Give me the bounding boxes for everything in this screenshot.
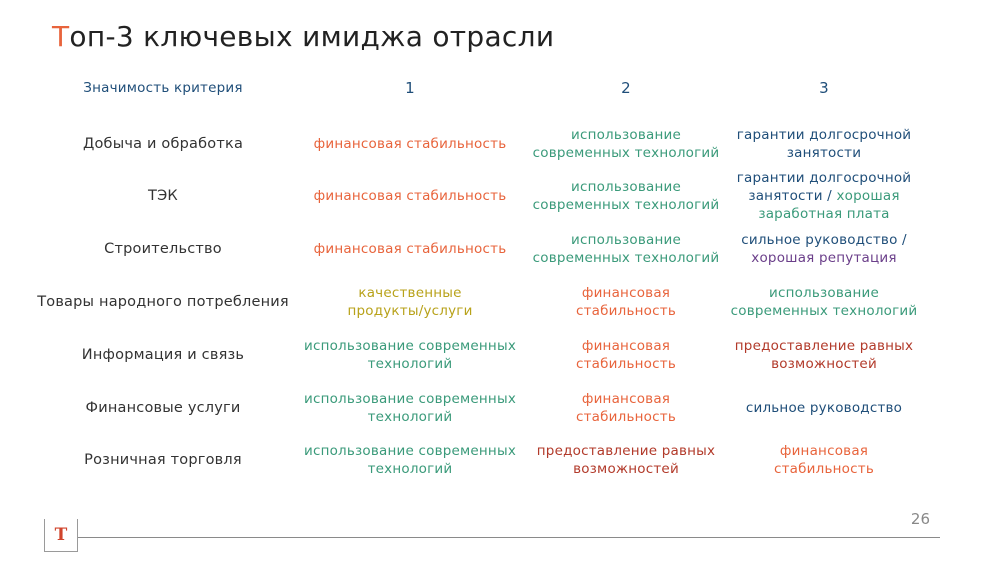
table-row bbox=[30, 223, 930, 275]
title-first-letter: Т bbox=[52, 20, 70, 53]
rank-3-line: занятости bbox=[786, 145, 862, 161]
rank-1-line: использование современных bbox=[303, 391, 517, 407]
rank-2-value bbox=[526, 223, 726, 275]
page-title bbox=[52, 20, 554, 53]
table-row bbox=[30, 434, 930, 486]
footer-divider bbox=[60, 537, 940, 538]
rank-3-line: гарантии долгосрочной bbox=[736, 170, 912, 186]
industry-label: ТЭК bbox=[148, 188, 178, 204]
rank-2-line: современных технологий bbox=[532, 250, 720, 266]
industry-label: Информация и связь bbox=[81, 347, 245, 363]
industry-label: Финансовые услуги bbox=[85, 400, 241, 416]
rank-2-line: финансовая bbox=[581, 338, 671, 354]
rank-2-value bbox=[526, 118, 726, 170]
industry-label: Розничная торговля bbox=[84, 452, 242, 468]
rank-1-value bbox=[300, 276, 520, 328]
rank-1-line: использование современных bbox=[303, 443, 517, 459]
rank-3-value bbox=[724, 434, 924, 486]
rank-3-line: использование bbox=[768, 285, 880, 301]
header-rank-3: 3 bbox=[819, 79, 829, 97]
table-row bbox=[30, 382, 930, 434]
rank-2-value bbox=[526, 329, 726, 381]
rank-3-value bbox=[724, 118, 924, 170]
rank-3-line: сильное руководство / bbox=[741, 232, 907, 248]
rank-1-line: качественные bbox=[358, 285, 462, 301]
rank-1-value bbox=[300, 434, 520, 486]
rank-2-line: предоставление равных bbox=[536, 443, 716, 459]
rank-3-line-secondary: хорошая репутация bbox=[751, 250, 897, 266]
table-row bbox=[30, 170, 930, 222]
rank-2-line: современных технологий bbox=[532, 197, 720, 213]
rank-3-line: занятости / bbox=[748, 188, 837, 204]
rank-2-line: современных технологий bbox=[532, 145, 720, 161]
rank-3-line: финансовая bbox=[779, 443, 869, 459]
rank-2-value bbox=[526, 434, 726, 486]
rank-1-line: продукты/услуги bbox=[347, 303, 473, 319]
rank-2-line: стабильность bbox=[576, 409, 676, 425]
rank-1-value bbox=[300, 329, 520, 381]
table-header-row bbox=[30, 66, 930, 110]
rank-3-line-secondary: заработная плата bbox=[758, 206, 890, 222]
header-rank-2: 2 bbox=[621, 79, 631, 97]
rank-1-value: финансовая стабильность bbox=[313, 241, 507, 257]
rank-2-value bbox=[526, 382, 726, 434]
rank-1-value bbox=[300, 382, 520, 434]
rank-3-line: возможностей bbox=[771, 356, 877, 372]
table-row bbox=[30, 276, 930, 328]
rank-2-line: стабильность bbox=[576, 356, 676, 372]
rank-1-value: финансовая стабильность bbox=[313, 136, 507, 152]
table-row bbox=[30, 329, 930, 381]
page-number: 26 bbox=[910, 510, 930, 528]
rank-2-value bbox=[526, 170, 726, 222]
rank-1-line: технологий bbox=[367, 461, 453, 477]
rank-1-line: использование современных bbox=[303, 338, 517, 354]
rank-2-line: использование bbox=[570, 232, 682, 248]
rank-3-line: гарантии долгосрочной bbox=[736, 127, 912, 143]
industry-label: Строительство bbox=[104, 241, 222, 257]
table-row bbox=[30, 118, 930, 170]
rank-2-line: использование bbox=[570, 179, 682, 195]
rank-2-line: возможностей bbox=[573, 461, 679, 477]
title-text: оп-3 ключевых имиджа отрасли bbox=[69, 20, 555, 53]
rank-3-value bbox=[724, 223, 924, 275]
rank-3-value bbox=[724, 276, 924, 328]
rank-1-line: технологий bbox=[367, 356, 453, 372]
rank-3-value bbox=[724, 170, 924, 222]
rank-2-line: использование bbox=[570, 127, 682, 143]
rank-3-line: стабильность bbox=[774, 461, 874, 477]
rank-3-value bbox=[724, 329, 924, 381]
rank-2-line: финансовая bbox=[581, 391, 671, 407]
rank-3-line: современных технологий bbox=[730, 303, 918, 319]
rank-3-line-secondary: хорошая bbox=[836, 188, 900, 204]
industry-label: Товары народного потребления bbox=[37, 294, 289, 310]
header-rank-1: 1 bbox=[405, 79, 415, 97]
header-criterion-label: Значимость критерия bbox=[83, 80, 243, 96]
rank-2-value bbox=[526, 276, 726, 328]
rank-3-value: сильное руководство bbox=[745, 400, 903, 416]
industry-label: Добыча и обработка bbox=[82, 136, 244, 152]
rank-3-line: предоставление равных bbox=[734, 338, 914, 354]
rank-2-line: финансовая bbox=[581, 285, 671, 301]
rank-1-line: технологий bbox=[367, 409, 453, 425]
rank-1-value: финансовая стабильность bbox=[313, 188, 507, 204]
logo-letter: Т bbox=[54, 525, 68, 545]
rank-2-line: стабильность bbox=[576, 303, 676, 319]
company-logo bbox=[44, 519, 78, 552]
